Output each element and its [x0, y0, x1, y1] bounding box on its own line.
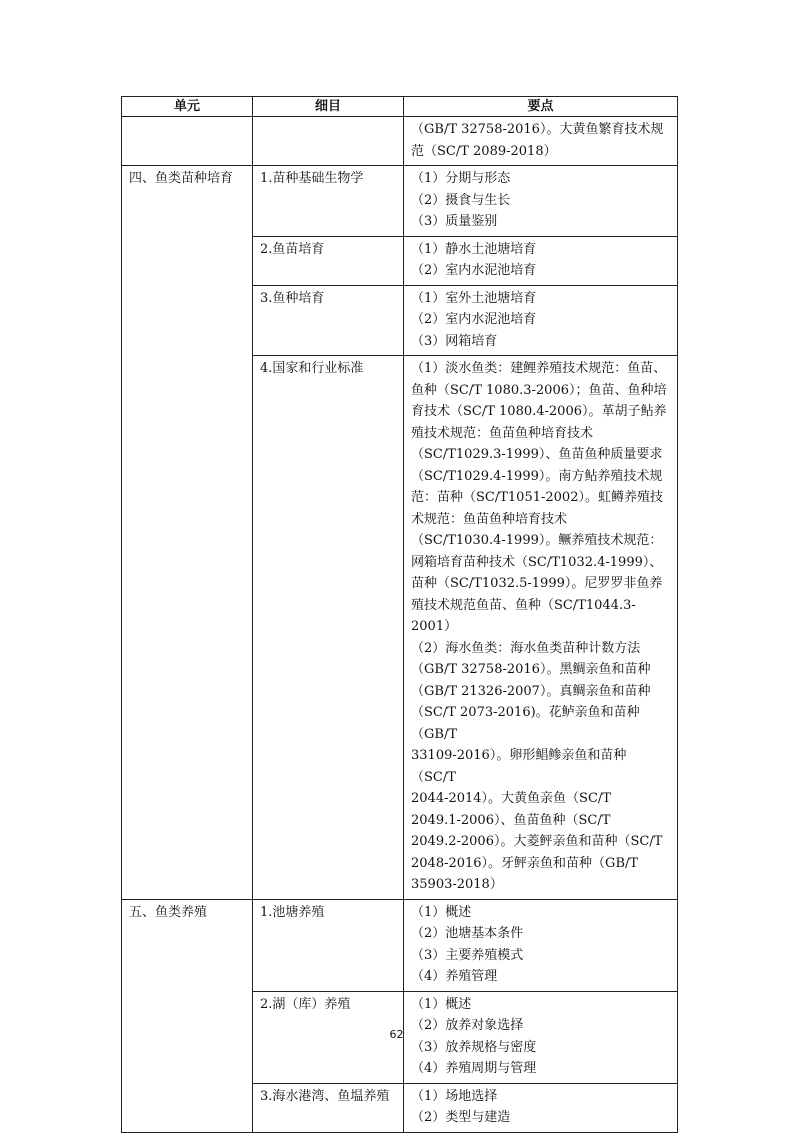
point-line: （1）室外土池塘培育: [411, 290, 537, 306]
point-line: （3）放养规格与密度: [411, 1039, 537, 1055]
unit-cell: 四、鱼类苗种培育: [122, 166, 253, 900]
item-cell: 2.湖（库）养殖: [253, 991, 404, 1083]
header-points: 要点: [404, 97, 678, 117]
point-line: （3）质量鉴别: [411, 214, 498, 229]
point-line: （2）室内水泥池培育: [411, 312, 537, 327]
points-cell: [404, 285, 678, 356]
points-cell: [404, 1083, 678, 1132]
item-cell: 2.鱼苗培育: [253, 236, 404, 285]
point-line: （1）概述: [411, 904, 472, 920]
item-cell: 3.鱼种培育: [253, 285, 404, 356]
point-line: （1）分期与形态: [411, 171, 511, 186]
points-cell: [404, 166, 678, 237]
header-unit: 单元: [122, 97, 253, 117]
point-line: （4）养殖周期与管理: [411, 1061, 537, 1076]
table-header-row: [122, 97, 678, 117]
points-cell: （1）淡水鱼类：建鲤养殖技术规范：鱼苗、 鱼种（SC/T 1080.3-2006）；鱼苗、鱼种培 育技术（SC/T 1080.4-2006）。革胡子鲇养 殖技术规范：鱼苗鱼种培育技术 （SC/T1029.3-1999）、鱼苗鱼种质量要求 （SC/T1029.4-1999）。南方鲇养殖技术规 范：苗种（SC/T1051-2002）。虹鳟养殖技 术规范：鱼苗鱼种培育技术 （SC/T1030.4-1999）。鳜养殖技术规范： 网箱培育苗种技术（SC/T1032.4-1999）、 苗种（SC/T1032.5-1999）。尼罗罗非鱼养 殖技术规范鱼苗、鱼种（SC/T1044.3-2001） （2）海水鱼类：海水鱼类苗种计数方法 （GB/T 32758-2016）。黑鲷亲鱼和苗种 （GB/T 21326-2007）。真鲷亲鱼和苗种 （SC/T 2073-2016)。花鲈亲鱼和苗种（GB/T 33109-2016）。卵形鲳鲹亲鱼和苗种（SC/T 2044-2014）。大黄鱼亲鱼（SC/T 2049.1-2006）、鱼苗鱼种（SC/T 2049.2-2006）。大菱鲆亲鱼和苗种（SC/T 2048-2016）。牙鲆亲鱼和苗种（GB/T 35903-2018）: [404, 356, 678, 900]
item-cell: 1.池塘养殖: [253, 899, 404, 991]
item-cell: [253, 117, 404, 166]
unit-cell: [122, 117, 253, 166]
point-line: （2）放养对象选择: [411, 1018, 524, 1033]
header-item: 细目: [253, 97, 404, 117]
point-line: （1）静水土池塘培育: [411, 241, 537, 257]
point-line: （4）养殖管理: [411, 969, 498, 984]
points-cell: [404, 236, 678, 285]
table-row: [122, 166, 678, 237]
point-line: （1）概述: [411, 996, 472, 1012]
item-cell: 4.国家和行业标准: [253, 356, 404, 900]
point-line: （3）网箱培育: [411, 333, 498, 349]
point-line: （3）主要养殖模式: [411, 947, 524, 963]
unit-cell: 五、鱼类养殖: [122, 899, 253, 1132]
standards-table: [121, 96, 678, 1133]
page-number: 62: [389, 1028, 404, 1041]
point-line: （2）室内水泥池培育: [411, 263, 537, 278]
point-line: （2）池塘基本条件: [411, 926, 524, 941]
item-cell: 1.苗种基础生物学: [253, 166, 404, 237]
table-row: [122, 899, 678, 991]
point-line: （1）场地选择: [411, 1088, 498, 1104]
table-row-continued: [122, 117, 678, 166]
points-cell: （GB/T 32758-2016）。大黄鱼繁育技术规 范（SC/T 2089-2018）: [404, 117, 678, 166]
point-line: （2）摄食与生长: [411, 192, 511, 208]
point-line: （2）类型与建造: [411, 1110, 511, 1125]
item-cell: 3.海水港湾、鱼塭养殖: [253, 1083, 404, 1132]
points-cell: [404, 899, 678, 991]
